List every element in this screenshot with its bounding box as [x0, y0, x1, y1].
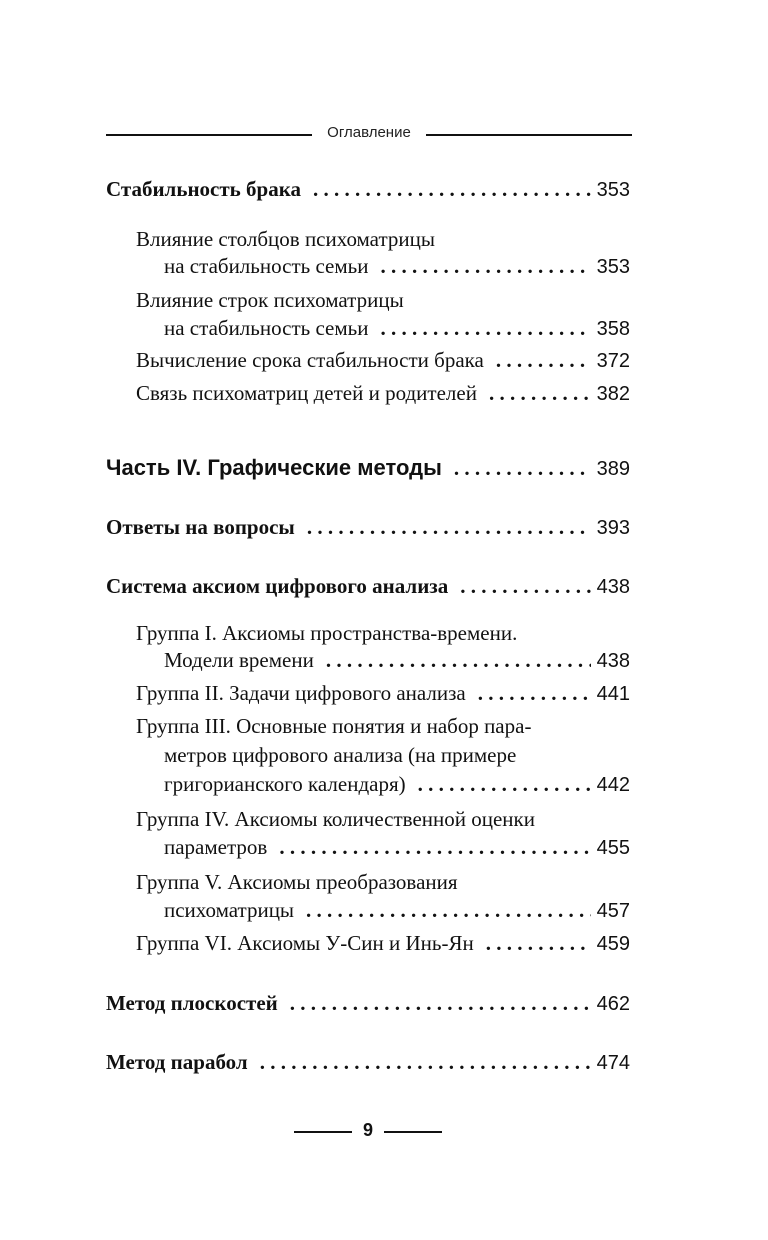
- toc-entry-title: Часть IV. Графические методы: [106, 455, 442, 480]
- leader-dots: [279, 834, 590, 860]
- toc-page-number: 441: [596, 683, 630, 705]
- leader-dots: [478, 680, 591, 706]
- toc-entry-part: [106, 455, 630, 482]
- leader-dots: [307, 514, 591, 540]
- toc-entry-title: григорианского календаря): [164, 772, 406, 796]
- toc-entry: [164, 315, 630, 342]
- toc-entry-title: Группа II. Задачи цифрового анализа: [136, 681, 466, 705]
- toc-entry-title: Ответы на вопросы: [106, 515, 295, 539]
- header-rule-right: [426, 134, 632, 136]
- toc-entry-title: Вычисление срока стабильности брака: [136, 348, 484, 372]
- toc-entry-title: Система аксиом цифрового анализа: [106, 574, 449, 598]
- leader-dots: [260, 1049, 591, 1075]
- toc-entry: [164, 897, 630, 924]
- header-title: Оглавление: [327, 124, 411, 141]
- toc-entry: [106, 176, 630, 203]
- toc-page-number: 358: [596, 318, 630, 340]
- toc-entry-title: Связь психоматриц детей и родителей: [136, 381, 477, 405]
- toc-entry: [136, 347, 630, 374]
- leader-dots: [306, 897, 591, 923]
- toc-entry: [106, 514, 630, 541]
- toc-page-number: 474: [596, 1052, 630, 1074]
- toc-page-number: 457: [596, 900, 630, 922]
- toc-entry-title: на стабильность семьи: [164, 316, 369, 340]
- toc-entry-title: параметров: [164, 835, 268, 859]
- toc-page-number: 372: [596, 350, 630, 372]
- leader-dots: [489, 380, 591, 406]
- toc-entry-title: Группа V. Аксиомы преобразования: [136, 870, 458, 894]
- toc-entry-title: Стабильность брака: [106, 177, 301, 201]
- toc-page-number: 438: [596, 576, 630, 598]
- leader-dots: [380, 253, 590, 279]
- toc-page-number: 462: [596, 993, 630, 1015]
- toc-entry-title: психоматрицы: [164, 898, 295, 922]
- toc-entry-title: Влияние столбцов психоматрицы: [136, 227, 435, 251]
- toc-entry-title: Группа VI. Аксиомы У-Син и Инь-Ян: [136, 931, 474, 955]
- leader-dots: [380, 315, 590, 341]
- toc-entry-title: на стабильность семьи: [164, 254, 369, 278]
- leader-dots: [313, 176, 591, 202]
- toc-page-number: 393: [596, 517, 630, 539]
- toc-entry-title: Метод парабол: [106, 1050, 248, 1074]
- toc-page-number: 353: [596, 179, 630, 201]
- page-number: 9: [362, 1120, 373, 1140]
- toc-entry: [164, 834, 630, 861]
- toc-page-number: 455: [596, 837, 630, 859]
- toc-entry-title: Группа III. Основные понятия и набор пара-: [136, 714, 532, 738]
- toc-entry: [136, 680, 630, 707]
- page-folio: [294, 1120, 442, 1144]
- leader-dots: [460, 573, 590, 599]
- leader-dots: [486, 930, 591, 956]
- folio-rule-right: [384, 1131, 442, 1133]
- leader-dots: [496, 347, 591, 373]
- toc-entry: [106, 1049, 630, 1076]
- leader-dots: [326, 647, 591, 673]
- toc-page-number: 438: [596, 650, 630, 672]
- toc-entry: [164, 647, 630, 674]
- toc-page-number: 442: [596, 774, 630, 796]
- toc-page-number: 389: [596, 458, 630, 480]
- toc-page-number: 382: [596, 383, 630, 405]
- toc-entry-title: Метод плоскостей: [106, 991, 278, 1015]
- toc-entry: [136, 930, 630, 957]
- toc-entry: [106, 990, 630, 1017]
- leader-dots: [418, 771, 591, 797]
- toc-entry-title: метров цифрового анализа (на примере: [164, 743, 517, 767]
- toc-entry: [136, 380, 630, 407]
- toc-entry-title: Влияние строк психоматрицы: [136, 288, 404, 312]
- toc-entry-title: Группа IV. Аксиомы количественной оценки: [136, 807, 535, 831]
- toc-entry-title: Модели времени: [164, 648, 314, 672]
- toc-entry: [164, 253, 630, 280]
- toc-entry-title: Группа I. Аксиомы пространства-времени.: [136, 621, 518, 645]
- leader-dots: [290, 990, 591, 1016]
- toc-page-number: 459: [596, 933, 630, 955]
- toc-entry: [106, 573, 630, 600]
- toc-page-number: 353: [596, 256, 630, 278]
- leader-dots: [454, 455, 591, 481]
- toc-entry: [164, 771, 630, 798]
- running-header: [106, 124, 632, 146]
